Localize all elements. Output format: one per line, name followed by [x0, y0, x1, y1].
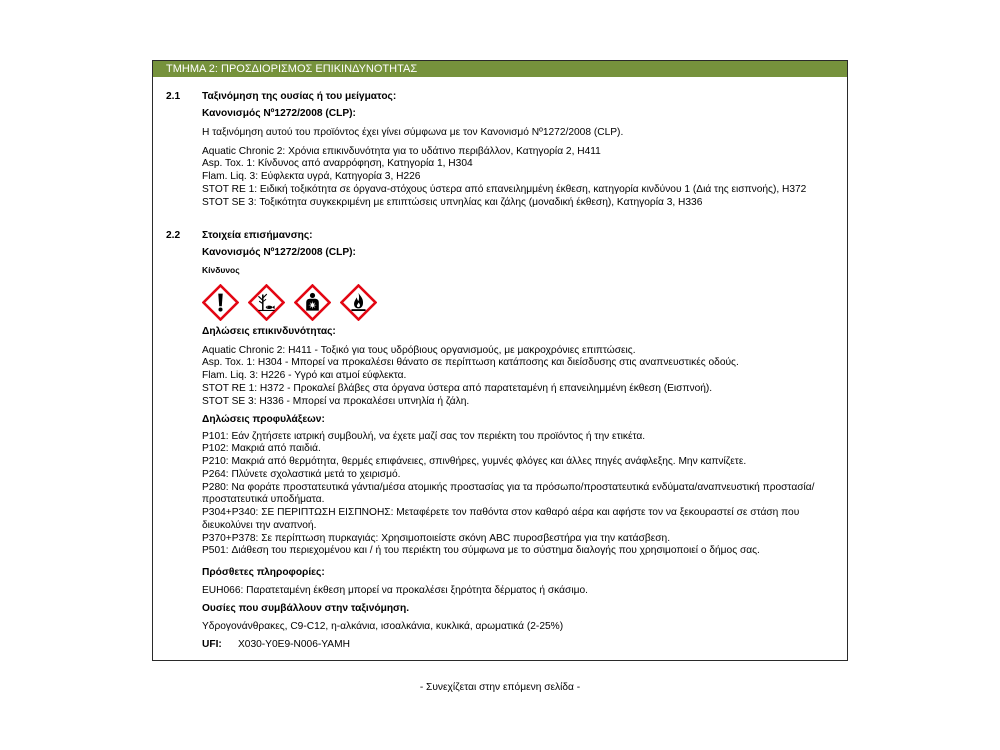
classification-line: Asp. Tox. 1: Κίνδυνος από αναρρόφηση, Κατηγορία 1, H304 [202, 158, 473, 170]
contributing-substances-title: Ουσίες που συμβάλλουν στην ταξινόμηση. [202, 603, 410, 614]
precautionary-statements-title: Δηλώσεις προφυλάξεων: [202, 414, 325, 425]
ufi-label: UFI: [202, 639, 222, 650]
hazard-statement: Asp. Tox. 1: H304 - Μπορεί να προκαλέσει θάνατο σε περίπτωση κατάποσης και διείσδυσης στις αναπνευστικές οδούς. [202, 357, 739, 369]
hazard-pictograms [202, 284, 843, 321]
environment-icon [248, 284, 285, 321]
precautionary-statement: P370+P378: Σε περίπτωση πυρκαγιάς: Χρησιμοποιείστε σκόνη ABC πυροσβεστήρα για την κατάσβεση. [202, 532, 671, 544]
subsection-title: Ταξινόμηση της ουσίας ή του μείγματος: [202, 91, 397, 102]
hazard-statement: STOT SE 3: H336 - Μπορεί να προκαλέσει υπνηλία ή ζάλη. [202, 395, 470, 407]
hazard-statement: STOT RE 1: H372 - Προκαλεί βλάβες στα όργανα ύστερα από παρατεταμένη ή επανειλημμένη έκθεση (Εισπνοή). [202, 382, 713, 394]
regulation-heading: Κανονισμός Nº1272/2008 (CLP): [202, 247, 356, 258]
precautionary-statement: P501: Διάθεση του περιεχομένου και / ή του περιέκτη του σύμφωνα με το σύστημα διαλογής που χρησιμοποιεί ο δήμος σας. [202, 545, 760, 557]
exclamation-mark-icon [202, 284, 239, 321]
classification-line: STOT SE 3: Τοξικότητα συγκεκριμένη με επιπτώσεις υπνηλίας και ζάλης (μοναδική έκθεση), Κατηγορία 3, H336 [202, 196, 703, 208]
hazard-statement: Aquatic Chronic 2: H411 - Τοξικό για τους υδρόβιους οργανισμούς, με μακροχρόνιες επιπτώσεις. [202, 344, 636, 356]
continued-footer: - Συνεχίζεται στην επόμενη σελίδα - [419, 682, 581, 693]
classification-line: Aquatic Chronic 2: Χρόνια επικινδυνότητα για το υδάτινο περιβάλλον, Κατηγορία 2, H411 [202, 145, 601, 157]
additional-information-title: Πρόσθετες πληροφορίες: [202, 567, 325, 578]
subsection-title: Στοιχεία επισήμανσης: [202, 230, 313, 241]
section-header: ΤΜΗΜΑ 2: ΠΡΟΣΔΙΟΡΙΣΜΟΣ ΕΠΙΚΙΝΔΥΝΟΤΗΤΑΣ [153, 61, 847, 77]
contributing-substance: Υδρογονάνθρακες, C9-C12, η-αλκάνια, ισοαλκάνια, κυκλικά, αρωματικά (2-25%) [202, 620, 564, 632]
precautionary-statement: P280: Να φοράτε προστατευτικά γάντια/μέσα ατομικής προστασίας για τα πρόσωπο/προστατευτικά ενδύματα/αναπνευστική προστασία/προστατευτικά υποδήματα. [202, 481, 815, 506]
subsection-2-1-heading [166, 90, 396, 104]
precautionary-statement: P210: Μακριά από θερμότητα, θερμές επιφάνειες, σπινθήρες, γυμνές φλόγες και άλλες πηγές ανάφλεξης. Μην καπνίζετε. [202, 456, 747, 468]
classification-statement: Η ταξινόμηση αυτού του προϊόντος έχει γίνει σύμφωνα με τον Κανονισμό Nº1272/2008 (CLP). [202, 126, 624, 138]
ufi-code: X030-Y0E9-N006-YAMH [238, 639, 350, 650]
flame-icon [340, 284, 377, 321]
additional-information: EUH066: Παρατεταμένη έκθεση μπορεί να προκαλέσει ξηρότητα δέρματος ή σκάσιμο. [202, 584, 588, 596]
hazard-statements-title: Δηλώσεις επικινδυνότητας: [202, 326, 336, 337]
precautionary-statement: P304+P340: ΣΕ ΠΕΡΙΠΤΩΣΗ ΕΙΣΠΝΟΗΣ: Μεταφέρετε τον παθόντα στον καθαρό αέρα και αφήστε τον να ξεκουραστεί σε στάση που διευκολύνει την αναπνοή. [202, 507, 800, 531]
health-hazard-icon [294, 284, 331, 321]
classification-line: Flam. Liq. 3: Εύφλεκτα υγρά, Κατηγορία 3, H226 [202, 171, 421, 183]
regulation-heading: Κανονισμός Nº1272/2008 (CLP): [202, 108, 356, 119]
subsection-number: 2.2 [166, 230, 181, 241]
hazard-statements-list [202, 345, 843, 409]
hazard-statement: Flam. Liq. 3: H226 - Υγρό και ατμοί εύφλεκτα. [202, 370, 407, 382]
subsection-2-2-heading [166, 229, 313, 243]
ufi-row [202, 638, 843, 652]
precautionary-statements-list [202, 431, 843, 559]
subsection-number: 2.1 [166, 91, 181, 102]
precautionary-statement: P264: Πλύνετε σχολαστικά μετά το χειρισμό. [202, 468, 401, 480]
signal-word: Κίνδυνος [202, 265, 240, 275]
classification-line: STOT RE 1: Ειδική τοξικότητα σε όργανα-στόχους ύστερα από επανειλημμένη έκθεση, κατηγορία κινδύνου 1 (Διά της εισπνοής), H372 [202, 183, 807, 195]
classification-list [202, 146, 843, 210]
precautionary-statement: P101: Εάν ζητήσετε ιατρική συμβουλή, να έχετε μαζί σας τον περιέκτη του προϊόντος ή την ετικέτα. [202, 430, 646, 442]
precautionary-statement: P102: Μακριά από παιδιά. [202, 443, 321, 455]
section-2-box [152, 60, 848, 661]
